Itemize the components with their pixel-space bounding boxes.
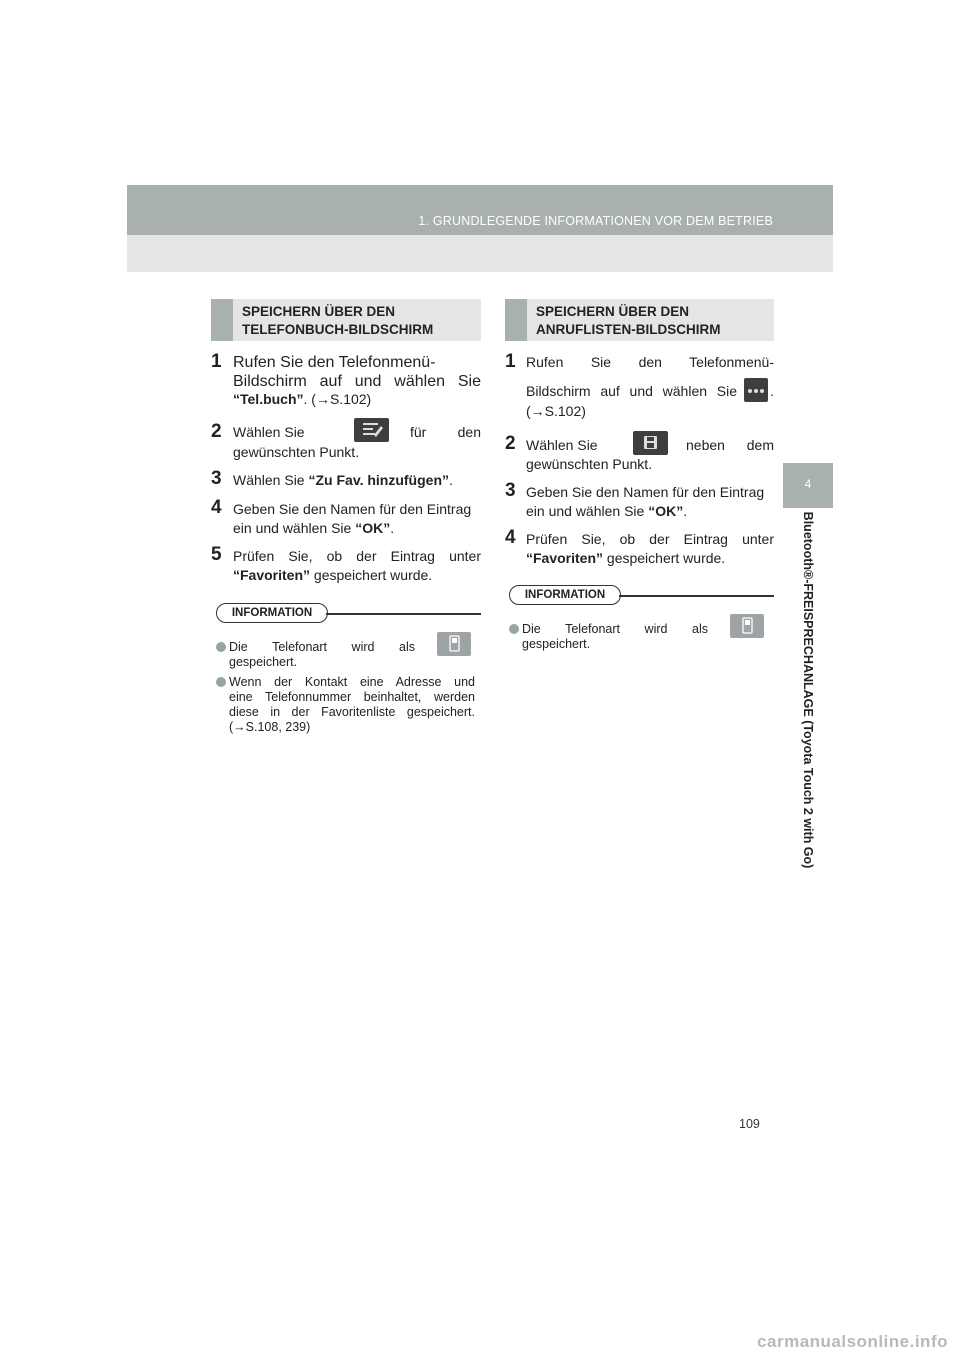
header-sub-band [127,235,833,272]
step-text: Geben Sie den Namen für den Eintrag [233,501,472,517]
watermark: carmanualsonline.info [757,1332,948,1351]
bullet-icon [216,677,226,687]
step-number: 2 [505,433,516,454]
step-text: gewünschten Punkt. [233,444,360,460]
step-text: Geben Sie den Namen für den Eintrag [526,484,765,500]
info-text: Die Telefonart wird als [229,640,415,654]
info-text: diese in der Favoritenliste gespeichert. [229,705,475,719]
chapter-title: 1. GRUNDLEGENDE INFORMATIONEN VOR DEM BETRIEB [418,214,773,228]
info-label: INFORMATION [509,585,621,605]
step-text: Rufen Sie den Telefonmenü- [233,354,436,371]
info-divider [326,613,481,615]
section-heading-left [211,299,481,341]
step-text: Bildschirm auf und wählen Sie [526,383,737,399]
step-text: Prüfen Sie, ob der Eintrag unter [233,548,481,564]
step-text: (→S.102) [526,403,586,419]
step-text: Wählen Sie [233,424,305,440]
page-number: 109 [739,1117,760,1131]
step-text: Prüfen Sie, ob der Eintrag unter [526,531,774,547]
edit-list-icon[interactable] [354,418,389,442]
heading-line: TELEFONBUCH-BILDSCHIRM [242,322,434,337]
step-text: Bildschirm auf und wählen Sie [233,373,481,390]
info-text: (→S.108, 239) [229,720,311,734]
step-number: 4 [211,497,222,518]
bullet-icon [216,642,226,652]
chapter-number: 4 [804,477,812,491]
info-text: Wenn der Kontakt eine Adresse und [229,675,475,689]
info-divider [619,595,774,597]
step-number: 3 [211,468,222,489]
step-text: ein und wählen Sie “OK”. [526,503,688,519]
step-text: ein und wählen Sie “OK”. [233,520,395,536]
bullet-icon [509,624,519,634]
step-number: 3 [505,480,516,501]
chapter-header [127,185,833,235]
info-text: gespeichert. [229,655,298,669]
mobile-phone-icon [730,614,764,638]
step-number: 1 [211,351,222,372]
step-number: 1 [505,351,516,372]
heading-line: ANRUFLISTEN-BILDSCHIRM [536,322,721,337]
step-text: “Tel.buch”. (→S.102) [233,391,372,407]
mobile-phone-icon [437,632,471,656]
step-text: für den [410,424,481,440]
step-number: 5 [211,544,222,565]
step-number: 4 [505,527,516,548]
chapter-side-title: Bluetooth®-FREISPRECHANLAGE (Toyota Touch 2 with Go) [801,511,815,869]
info-text: gespeichert. [522,637,591,651]
more-dots-icon[interactable] [744,378,768,402]
step-text: Wählen Sie [526,437,598,453]
heading-line: SPEICHERN ÜBER DEN [242,304,396,319]
step-text: Wählen Sie “Zu Fav. hinzufügen”. [233,472,453,488]
step-text: “Favoriten” gespeichert wurde. [526,550,726,566]
section-heading-right [505,299,774,341]
step-text: . [770,383,774,399]
info-label: INFORMATION [216,603,328,623]
step-text: neben dem [686,437,774,453]
heading-line: SPEICHERN ÜBER DEN [536,304,690,319]
info-text: eine Telefonnummer beinhaltet, werden [229,690,475,704]
chapter-tab [783,463,833,508]
info-text: Die Telefonart wird als [522,622,708,636]
save-disk-icon[interactable] [633,431,668,455]
step-text: Rufen Sie den Telefonmenü- [526,354,774,370]
step-text: “Favoriten” gespeichert wurde. [233,567,433,583]
step-text: gewünschten Punkt. [526,456,653,472]
step-number: 2 [211,421,222,442]
